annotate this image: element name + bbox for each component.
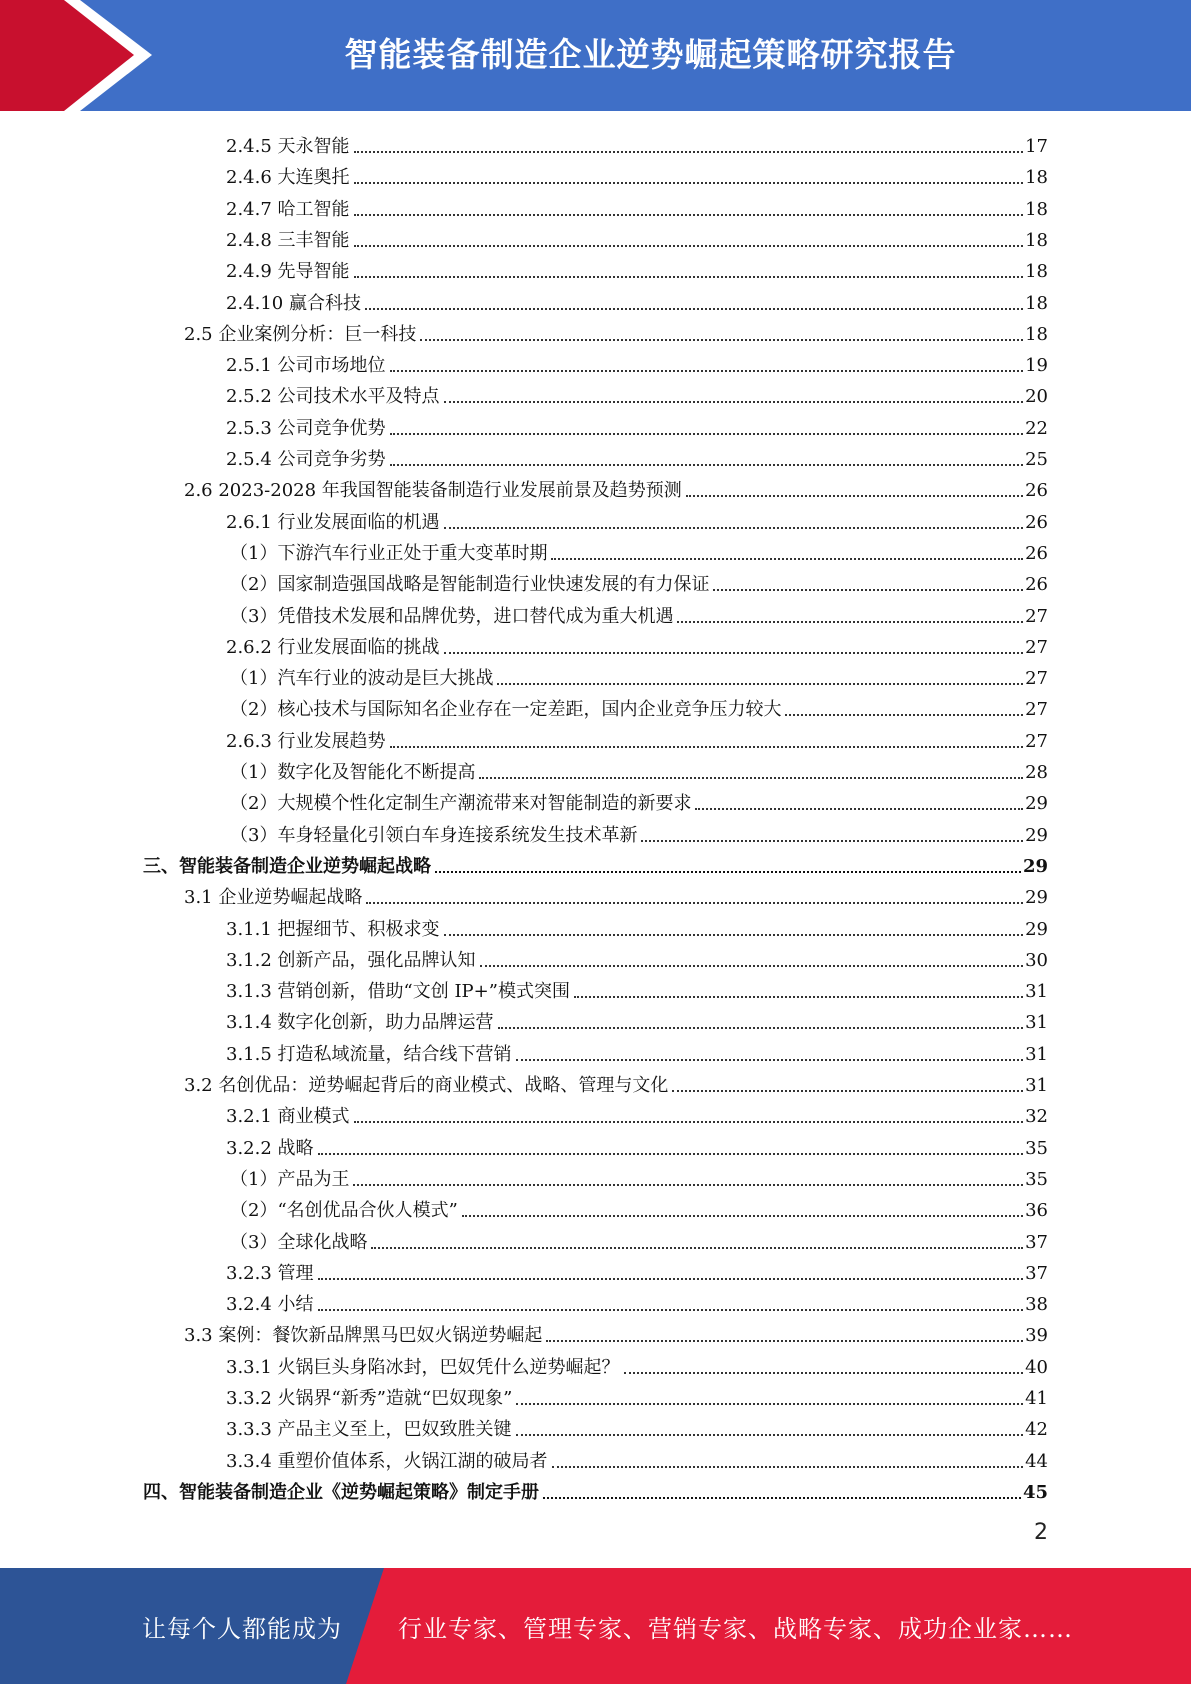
toc-entry-title: 四、智能装备制造企业《逆势崛起策略》制定手册 [143, 1481, 539, 1503]
page-number: 2 [1034, 1520, 1048, 1545]
toc-entry-title: 2.4.7 哈工智能 [226, 198, 350, 220]
toc-entry[interactable] [0, 565, 1048, 596]
toc-entry[interactable] [0, 158, 1048, 189]
toc-dot-leader [516, 1434, 1024, 1436]
toc-entry-page: 40 [1025, 1356, 1048, 1378]
toc-entry-title: 3.2.2 战略 [226, 1137, 314, 1159]
toc-entry-title: （2）“名创优品合伙人模式” [230, 1200, 458, 1222]
toc-entry-title: 2.6.3 行业发展趋势 [226, 730, 386, 752]
toc-dot-leader [365, 308, 1023, 310]
toc-dot-leader [371, 1247, 1023, 1249]
toc-entry-page: 28 [1025, 762, 1048, 783]
toc-dot-leader [672, 1090, 1023, 1092]
toc-entry[interactable] [0, 1379, 1048, 1410]
toc-entry-page: 41 [1025, 1388, 1048, 1409]
toc-entry-page: 26 [1025, 511, 1048, 533]
toc-entry-title: 3.3.2 火锅界“新秀”造就“巴奴现象” [226, 1388, 513, 1409]
toc-entry[interactable] [0, 1097, 1048, 1128]
toc-entry-title: 2.5 企业案例分析：巨一科技 [184, 323, 417, 345]
toc-entry-page: 26 [1025, 574, 1048, 596]
toc-entry-page: 32 [1025, 1106, 1048, 1128]
header-banner [0, 0, 1191, 111]
toc-dot-leader [444, 934, 1024, 936]
toc-dot-leader [354, 151, 1024, 153]
toc-entry-page: 29 [1025, 918, 1048, 940]
toc-dot-leader [444, 527, 1024, 529]
toc-entry-page: 17 [1025, 136, 1048, 157]
toc-entry[interactable] [0, 284, 1048, 315]
toc-entry-page: 18 [1025, 229, 1048, 251]
toc-entry[interactable] [0, 503, 1048, 534]
toc-entry[interactable] [0, 1035, 1048, 1066]
toc-entry-title: 2.4.9 先导智能 [226, 261, 350, 283]
toc-entry-page: 29 [1025, 793, 1048, 815]
toc-entry-page: 18 [1025, 323, 1048, 345]
toc-entry-title: 3.1.3 营销创新，借助“文创 IP+”模式突围 [226, 981, 570, 1003]
toc-dot-leader [479, 777, 1023, 779]
toc-entry-title: 3.2.1 商业模式 [226, 1106, 350, 1128]
footer-slogan-right: 行业专家、管理专家、营销专家、战略专家、成功企业家…… [398, 1614, 1073, 1643]
toc-dot-leader [641, 840, 1023, 842]
toc-dot-leader [390, 746, 1024, 748]
toc-entry-page: 26 [1025, 542, 1048, 564]
toc-entry-title: （1）下游汽车行业正处于重大变革时期 [230, 542, 548, 564]
toc-entry-title: （2）核心技术与国际知名企业存在一定差距，国内企业竞争压力较大 [230, 699, 782, 721]
toc-entry-page: 31 [1025, 1075, 1048, 1096]
toc-dot-leader [543, 1497, 1021, 1499]
toc-dot-leader [551, 558, 1023, 560]
toc-entry-title: 3.1.5 打造私域流量，结合线下营销 [226, 1043, 512, 1065]
toc-entry-title: （1）汽车行业的波动是巨大挑战 [230, 668, 494, 690]
toc-entry[interactable] [0, 534, 1048, 565]
toc-entry-title: 3.2.4 小结 [226, 1294, 314, 1316]
toc-entry-page: 35 [1025, 1137, 1048, 1159]
toc-entry-title: 3.1 企业逆势崛起战略 [184, 887, 363, 909]
toc-entry-page: 38 [1025, 1294, 1048, 1316]
toc-entry-title: 2.6.1 行业发展面临的机遇 [226, 511, 440, 533]
toc-entry-page: 29 [1025, 887, 1048, 909]
toc-entry[interactable] [0, 1129, 1048, 1160]
toc-entry[interactable] [0, 816, 1048, 847]
toc-entry-page: 25 [1025, 449, 1048, 470]
toc-dot-leader [390, 464, 1024, 466]
toc-entry[interactable] [0, 1191, 1048, 1222]
toc-entry-title: （2）国家制造强国战略是智能制造行业快速发展的有力保证 [230, 574, 710, 596]
toc-entry[interactable] [0, 1223, 1048, 1254]
toc-dot-leader [686, 495, 1023, 497]
toc-entry-title: 3.3 案例：餐饮新品牌黑马巴奴火锅逆势崛起 [184, 1325, 543, 1347]
toc-dot-leader [546, 1340, 1023, 1342]
toc-entry[interactable] [0, 690, 1048, 721]
toc-entry-title: 3.3.4 重塑价值体系，火锅江湖的破局者 [226, 1450, 548, 1472]
toc-entry-title: 2.4.8 三丰智能 [226, 229, 350, 251]
toc-dot-leader [435, 871, 1021, 873]
toc-entry-page: 27 [1025, 636, 1048, 658]
toc-dot-leader [574, 996, 1023, 998]
header-arrow-decoration [0, 0, 152, 111]
toc-dot-leader [353, 1184, 1023, 1186]
toc-entry-page: 35 [1025, 1168, 1048, 1190]
toc-dot-leader [444, 652, 1024, 654]
toc-entry[interactable] [0, 972, 1048, 1003]
toc-entry[interactable] [0, 440, 1048, 471]
toc-entry-page: 29 [1022, 855, 1048, 877]
toc-entry-title: 3.3.3 产品主义至上，巴奴致胜关键 [226, 1419, 512, 1441]
toc-entry-title: 2.4.5 天永智能 [226, 136, 350, 157]
toc-entry-page: 44 [1025, 1450, 1048, 1472]
toc-entry-title: 2.5.3 公司竞争优势 [226, 417, 386, 439]
toc-dot-leader [354, 214, 1024, 216]
toc-entry-title: 3.1.1 把握细节、积极求变 [226, 918, 440, 940]
toc-dot-leader [354, 245, 1024, 247]
toc-entry[interactable] [0, 941, 1048, 972]
toc-dot-leader [516, 1059, 1024, 1061]
toc-entry-page: 27 [1025, 668, 1048, 690]
toc-entry-page: 22 [1025, 417, 1048, 439]
toc-entry-title: 三、智能装备制造企业逆势崛起战略 [143, 855, 431, 877]
toc-dot-leader [354, 276, 1024, 278]
toc-dot-leader [497, 683, 1023, 685]
toc-dot-leader [713, 589, 1023, 591]
toc-entry-page: 31 [1025, 1012, 1048, 1034]
toc-entry[interactable] [0, 346, 1048, 377]
toc-entry[interactable] [0, 910, 1048, 941]
toc-dot-leader [677, 621, 1023, 623]
toc-entry[interactable] [0, 409, 1048, 440]
toc-entry[interactable] [0, 878, 1048, 909]
toc-entry-page: 39 [1025, 1325, 1048, 1347]
toc-entry-page: 27 [1025, 699, 1048, 721]
toc-entry-title: （3）全球化战略 [230, 1231, 368, 1253]
toc-entry-title: （1）数字化及智能化不断提高 [230, 762, 476, 783]
toc-entry[interactable] [0, 1066, 1048, 1097]
toc-entry-page: 37 [1025, 1231, 1048, 1253]
toc-entry-page: 45 [1022, 1481, 1048, 1503]
toc-dot-leader [354, 182, 1024, 184]
toc-entry-page: 26 [1025, 480, 1048, 502]
toc-entry[interactable] [0, 847, 1048, 878]
toc-entry-page: 20 [1025, 386, 1048, 408]
toc-entry[interactable] [0, 1442, 1048, 1473]
toc-dot-leader [390, 370, 1024, 372]
report-title: 智能装备制造企业逆势崛起策略研究报告 [344, 34, 957, 74]
toc-entry-page: 27 [1025, 730, 1048, 752]
toc-entry[interactable] [0, 252, 1048, 283]
toc-entry-title: 2.5.1 公司市场地位 [226, 355, 386, 377]
toc-dot-leader [695, 808, 1023, 810]
toc-entry-title: 3.2 名创优品：逆势崛起背后的商业模式、战略、管理与文化 [184, 1075, 669, 1096]
toc-dot-leader [318, 1278, 1024, 1280]
toc-entry-title: 3.1.4 数字化创新，助力品牌运营 [226, 1012, 494, 1034]
toc-entry-page: 31 [1025, 981, 1048, 1003]
toc-entry-title: 2.4.10 赢合科技 [226, 292, 361, 314]
toc-entry[interactable] [0, 659, 1048, 690]
toc-entry-title: （2）大规模个性化定制生产潮流带来对智能制造的新要求 [230, 793, 692, 815]
toc-entry-page: 29 [1025, 824, 1048, 846]
toc-dot-leader [785, 714, 1023, 716]
toc-entry[interactable] [0, 753, 1048, 784]
toc-entry[interactable] [0, 190, 1048, 221]
toc-entry-title: 2.5.4 公司竞争劣势 [226, 449, 386, 470]
toc-entry-title: 3.1.2 创新产品，强化品牌认知 [226, 949, 476, 971]
toc-entry[interactable] [0, 628, 1048, 659]
toc-dot-leader [318, 1153, 1024, 1155]
toc-entry-title: 3.3.1 火锅巨头身陷冰封，巴奴凭什么逆势崛起？ [226, 1356, 620, 1378]
toc-entry[interactable] [0, 377, 1048, 408]
toc-dot-leader [516, 1403, 1023, 1405]
toc-entry-title: （3）凭借技术发展和品牌优势，进口替代成为重大机遇 [230, 605, 674, 627]
footer-slogan-left: 让每个人都能成为 [142, 1614, 342, 1643]
toc-dot-leader [498, 1027, 1024, 1029]
toc-entry[interactable] [0, 471, 1048, 502]
toc-entry-title: 2.4.6 大连奥托 [226, 167, 350, 189]
toc-dot-leader [480, 965, 1024, 967]
toc-dot-leader [552, 1466, 1024, 1468]
toc-entry[interactable] [0, 1285, 1048, 1316]
toc-entry-page: 18 [1025, 261, 1048, 283]
toc-dot-leader [444, 401, 1024, 403]
toc-entry-title: 2.6.2 行业发展面临的挑战 [226, 636, 440, 658]
toc-entry-title: 2.6 2023-2028 年我国智能装备制造行业发展前景及趋势预测 [184, 480, 682, 502]
toc-dot-leader [366, 902, 1023, 904]
toc-dot-leader [390, 433, 1024, 435]
toc-entry-page: 18 [1025, 292, 1048, 314]
toc-dot-leader [462, 1215, 1023, 1217]
toc-entry-title: 2.5.2 公司技术水平及特点 [226, 386, 440, 408]
toc-entry[interactable] [0, 1316, 1048, 1347]
toc-entry-page: 42 [1025, 1419, 1048, 1441]
toc-entry-title: 3.2.3 管理 [226, 1262, 314, 1284]
toc-entry[interactable] [0, 127, 1048, 158]
toc-dot-leader [354, 1121, 1024, 1123]
toc-entry[interactable] [0, 1254, 1048, 1285]
toc-entry-page: 19 [1025, 355, 1048, 377]
toc-entry[interactable] [0, 315, 1048, 346]
toc-dot-leader [318, 1309, 1024, 1311]
toc-entry[interactable] [0, 784, 1048, 815]
toc-entry[interactable] [0, 597, 1048, 628]
toc-entry[interactable] [0, 1003, 1048, 1034]
toc-entry-page: 27 [1025, 605, 1048, 627]
toc-entry-page: 36 [1025, 1200, 1048, 1222]
toc-entry-title: （3）车身轻量化引领白车身连接系统发生技术革新 [230, 824, 638, 846]
toc-dot-leader [624, 1372, 1024, 1374]
toc-entry-page: 18 [1025, 198, 1048, 220]
toc-entry-page: 30 [1025, 949, 1048, 971]
toc-entry[interactable] [0, 221, 1048, 252]
toc-entry[interactable] [0, 722, 1048, 753]
toc-entry-page: 31 [1025, 1043, 1048, 1065]
toc-dot-leader [420, 339, 1023, 341]
footer-banner [0, 1568, 1191, 1684]
toc-entry[interactable] [0, 1348, 1048, 1379]
toc-entry-page: 37 [1025, 1262, 1048, 1284]
toc-entry[interactable] [0, 1410, 1048, 1441]
toc-entry-title: （1）产品为王 [230, 1168, 350, 1190]
toc-entry-page: 18 [1025, 167, 1048, 189]
toc-entry[interactable] [0, 1473, 1048, 1504]
toc-entry[interactable] [0, 1160, 1048, 1191]
